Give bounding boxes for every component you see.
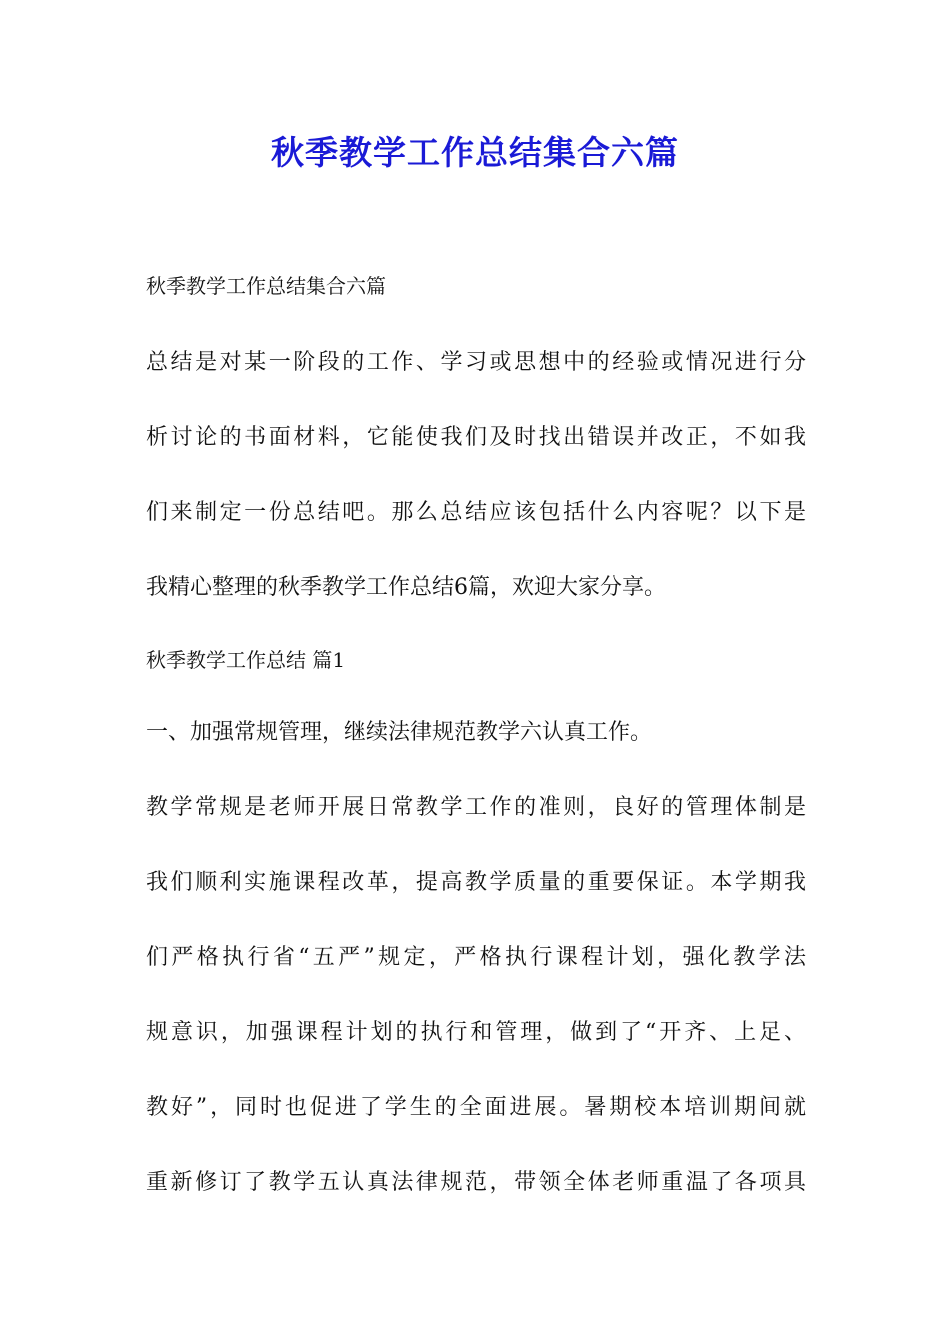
paragraph-line: 我精心整理的秋季教学工作总结6篇，欢迎大家分享。 <box>146 575 666 600</box>
document-title: 秋季教学工作总结集合六篇 <box>271 133 679 172</box>
intro-heading: 秋季教学工作总结集合六篇 <box>146 274 386 298</box>
paragraph-line: 教学常规是老师开展日常教学工作的准则，良好的管理体制是 <box>146 795 806 820</box>
paragraph-line: 析讨论的书面材料，它能使我们及时找出错误并改正，不如我 <box>146 425 806 450</box>
paragraph-line: 教好”，同时也促进了学生的全面进展。暑期校本培训期间就 <box>146 1095 806 1120</box>
paragraph-line: 们严格执行省“五严”规定，严格执行课程计划，强化教学法 <box>146 945 806 970</box>
subsection-heading: 一、加强常规管理，继续法律规范教学六认真工作。 <box>146 720 653 745</box>
paragraph-line: 规意识，加强课程计划的执行和管理，做到了“开齐、上足、 <box>146 1020 806 1045</box>
paragraph-line: 总结是对某一阶段的工作、学习或思想中的经验或情况进行分 <box>146 350 806 375</box>
paragraph-line: 重新修订了教学五认真法律规范，带领全体老师重温了各项具 <box>146 1170 806 1195</box>
section-heading: 秋季教学工作总结 篇1 <box>146 648 346 672</box>
paragraph-line: 我们顺利实施课程改革，提高教学质量的重要保证。本学期我 <box>146 870 806 895</box>
paragraph-line: 们来制定一份总结吧。那么总结应该包括什么内容呢？以下是 <box>146 500 806 525</box>
